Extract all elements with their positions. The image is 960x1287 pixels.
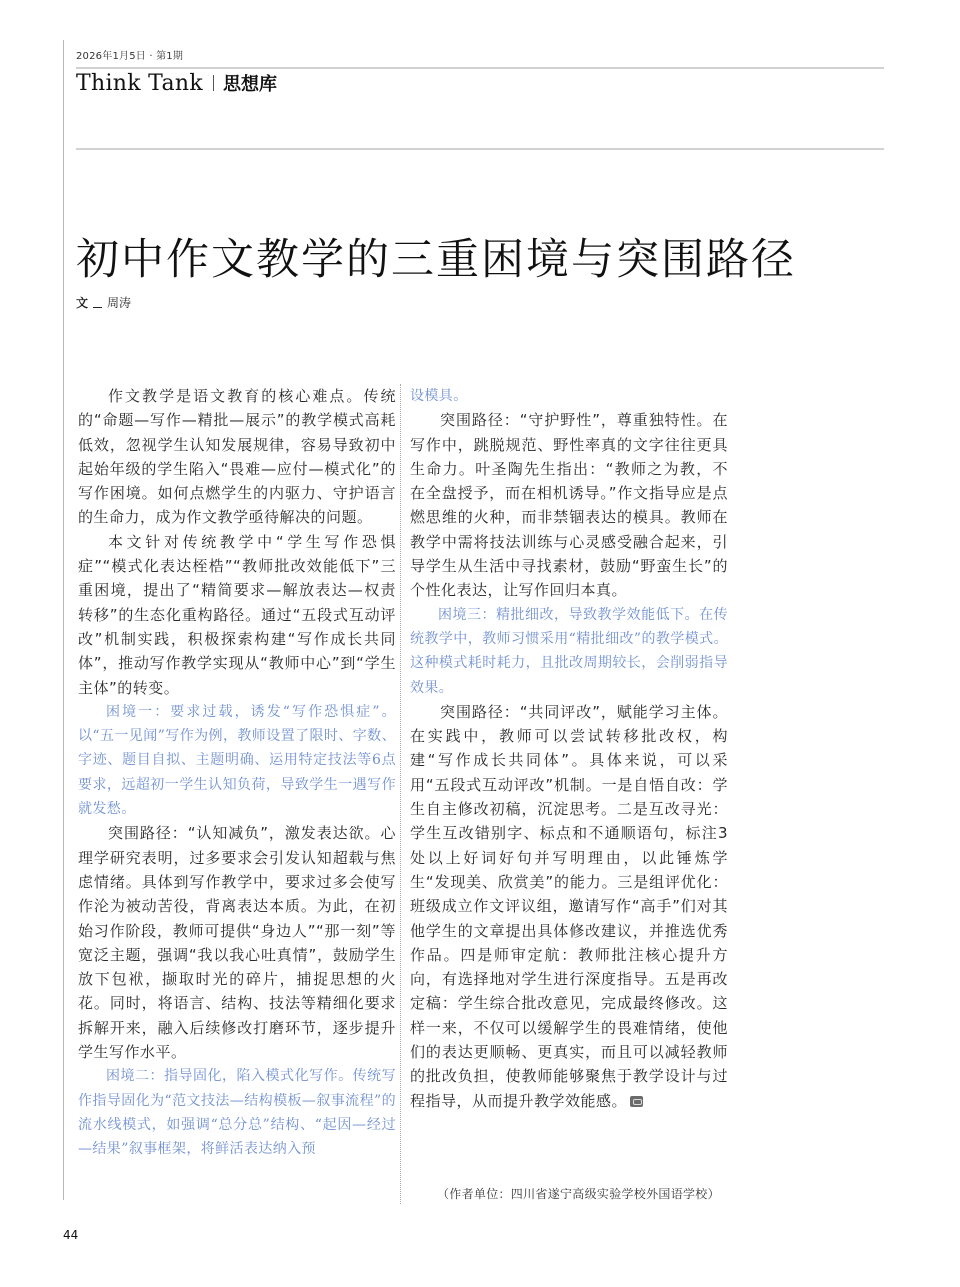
section-header <box>76 70 277 96</box>
paragraph-summary: 本文针对传统教学中“学生写作恐惧症”“模式化表达桎梏”“教师批改效能低下”三重困境，提出了“精简要求—解放表达—权责转移”的生态化重构路径。通过“五段式互动评改”机制实践，积极探索构建“写作成长共同体”，推动写作教学实现从“教师中心”到“学生主体”的转变。 <box>78 532 396 697</box>
callout-dilemma-2-continued: 设模具。 <box>410 388 468 404</box>
page-number: 44 <box>63 1228 79 1242</box>
callout-dilemma-1: 困境一：要求过载，诱发“写作恐惧症”。以“五一见闻”写作为例，教师设置了限时、字数、字迹、题目自拟、主题明确、运用特定技法等6点要求，远超初一学生认知负荷，导致学生一遇写作就发愁。 <box>78 703 396 818</box>
author-affiliation: （作者单位：四川省遂宁高级实验学校外国语学校） <box>437 1187 720 1201</box>
callout-dilemma-2: 困境二：指导固化，陷入模式化写作。传统写作指导固化为“范文技法—结构模板—叙事流程”的流水线模式，如强调“总分总”结构、“起因—经过—结果”叙事框架，将鲜活表达纳入预 <box>78 1068 396 1158</box>
issue-date: 2026年1月5日 · 第1期 <box>76 51 184 62</box>
section-separator <box>213 75 214 91</box>
paragraph-solution-3-text: 突围路径：“共同评改”，赋能学习主体。在实践中，教师可以尝试转移批改权，构建“写作成长共同体”。具体来说，可以采用“五段式互动评改”机制。一是自悟自改：学生自主修改初稿，沉淀思考。二是互改寻光：学生互改错别字、标点和不通顺语句，标注3处以上好词好句并写明理由，以此锤炼学生“发现美、欣赏美”的能力。三是组评优化：班级成立作文评议组，邀请写作“高手”们对其他学生的文章提出具体修改建议，并推选优秀作品。四是师审定航：教师批注核心提升方向，有选择地对学生进行深度指导。五是再改定稿：学生综合批改意见，完成最终修改。这样一来，不仅可以缓解学生的畏难情绪，使他们的表达更顺畅、更真实，而且可以减轻教师的批改负担，使教师能够聚焦于教学设计与过程指导，从而提升教学效能感。 <box>410 702 728 1110</box>
paragraph-solution-3 <box>410 700 728 1113</box>
byline-prefix: 文 <box>76 296 89 310</box>
article-column-left <box>78 384 396 1162</box>
paragraph-solution-1: 突围路径：“认知减负”，激发表达欲。心理学研究表明，过多要求会引发认知超载与焦虑情绪。具体到写作教学中，要求过多会使写作沦为被动苦役，背离表达本质。为此，在初始习作阶段，教师可提供“身边人”“那一刻”等宽泛主题，强调“我以我心吐真情”，鼓励学生放下包袱，撷取时光的碎片，捕捉思想的火花。同时，将语言、结构、技法等精细化要求拆解开来，融入后续修改打磨环节，逐步提升学生写作水平。 <box>78 824 396 1062</box>
byline-underscore <box>93 307 102 309</box>
paragraph-solution-2: 突围路径：“守护野性”，尊重独特性。在写作中，跳脱规范、野性率真的文字往往更具生命力。叶圣陶先生指出：“教师之为教，不在全盘授予，而在相机诱导。”作文指导应是点燃思维的火种，而非禁锢表达的模具。教师在教学中需将技法训练与心灵感受融合起来，引导学生从生活中寻找素材，鼓励“野蛮生长”的个性化表达，让写作回归本真。 <box>410 411 728 600</box>
section-name-zh: 思想库 <box>222 74 277 95</box>
byline <box>76 294 131 311</box>
callout-dilemma-3: 困境三：精批细改，导致教学效能低下。在传统教学中，教师习惯采用“精批细改”的教学模式。这种模式耗时耗力，且批改周期较长，会削弱指导效果。 <box>410 606 728 696</box>
article-title: 初中作文教学的三重困境与突围路径 <box>76 235 796 285</box>
article-column-right <box>410 384 728 1113</box>
title-divider <box>76 148 884 150</box>
paragraph-intro: 作文教学是语文教育的核心难点。传统的“命题—写作—精批—展示”的教学模式高耗低效，忽视学生认知发展规律，容易导致初中起始年级的学生陷入“畏难—应付—模式化”的写作困境。如何点燃学生的内驱力、守护语言的生命力，成为作文教学亟待解决的问题。 <box>78 387 396 527</box>
section-name-en: Think Tank <box>76 70 203 96</box>
end-of-article-icon <box>630 1096 643 1107</box>
author-name: 周涛 <box>107 296 132 310</box>
header-divider <box>76 67 884 69</box>
left-margin-rule <box>63 40 64 1200</box>
column-divider <box>400 384 401 1204</box>
